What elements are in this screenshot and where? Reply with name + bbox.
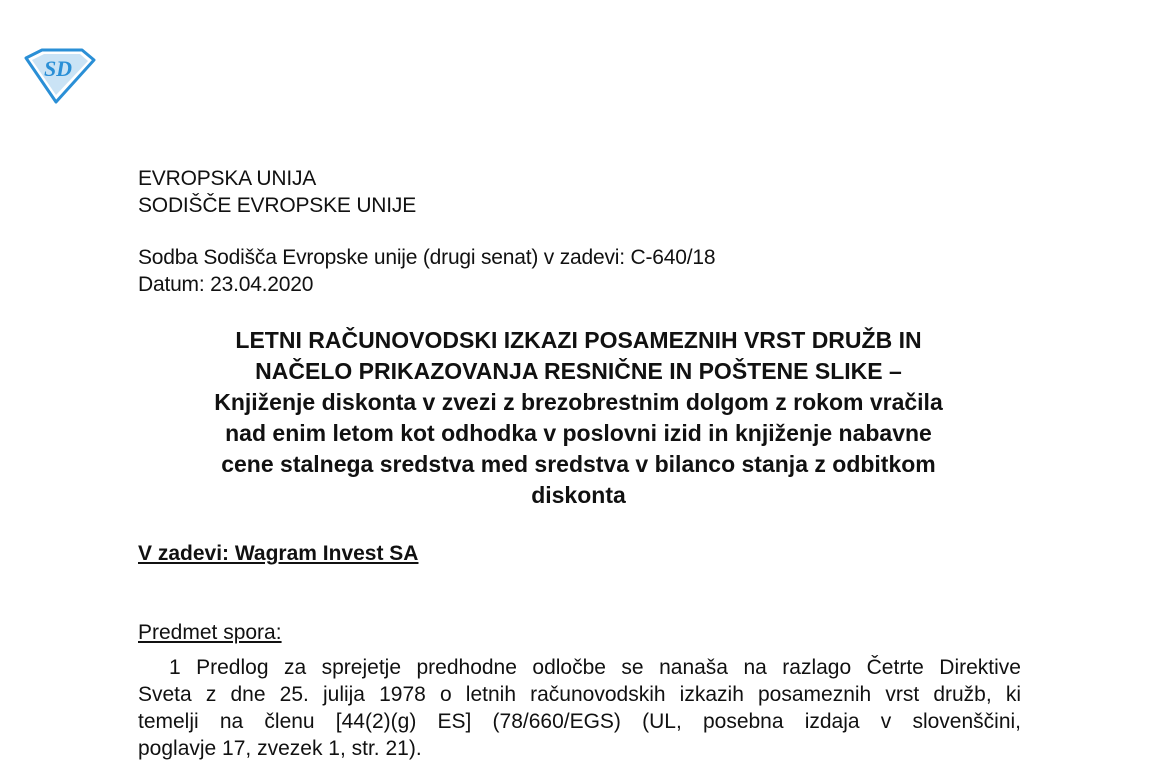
judgment-date: Datum: 23.04.2020 [138, 273, 314, 296]
title-line: nad enim letom kot odhodka v poslovni izid in knjiženje nabavne [225, 420, 932, 446]
case-heading: V zadevi: Wagram Invest SA [138, 542, 419, 565]
paragraph-line: Sveta z dne 25. julija 1978 o letnih računovodskih izkazih posameznih vrst družb, ki [138, 683, 1021, 706]
document-title [130, 325, 1027, 511]
logo-text: SD [43, 56, 73, 81]
title-line: LETNI RAČUNOVODSKI IZKAZI POSAMEZNIH VRST DRUŽB IN [235, 327, 922, 353]
title-line: cene stalnega sredstva med sredstva v bilanco stanja z odbitkom [221, 451, 936, 477]
paragraph-line: poglavje 17, zvezek 1, str. 21). [138, 737, 422, 760]
title-line: diskonta [531, 482, 626, 508]
court-emblem-icon [22, 48, 96, 104]
paragraph-line: temelji na členu [44(2)(g) ES] (78/660/EGS) (UL, posebna izdaja v slovenščini, [138, 710, 1021, 733]
subject-paragraph [138, 654, 1021, 762]
judgment-reference: Sodba Sodišča Evropske unije (drugi senat) v zadevi: C-640/18 [138, 246, 716, 269]
paragraph-line: 1 Predlog za sprejetje predhodne odločbe se nanaša na razlago Četrte Direktive [138, 656, 1021, 679]
header-union: EVROPSKA UNIJA [138, 167, 317, 190]
title-line: Knjiženje diskonta v zvezi z brezobrestnim dolgom z rokom vračila [214, 389, 943, 415]
header-court: SODIŠČE EVROPSKE UNIJE [138, 194, 417, 217]
title-line: NAČELO PRIKAZOVANJA RESNIČNE IN POŠTENE SLIKE – [255, 358, 902, 384]
subject-heading: Predmet spora: [138, 621, 282, 644]
